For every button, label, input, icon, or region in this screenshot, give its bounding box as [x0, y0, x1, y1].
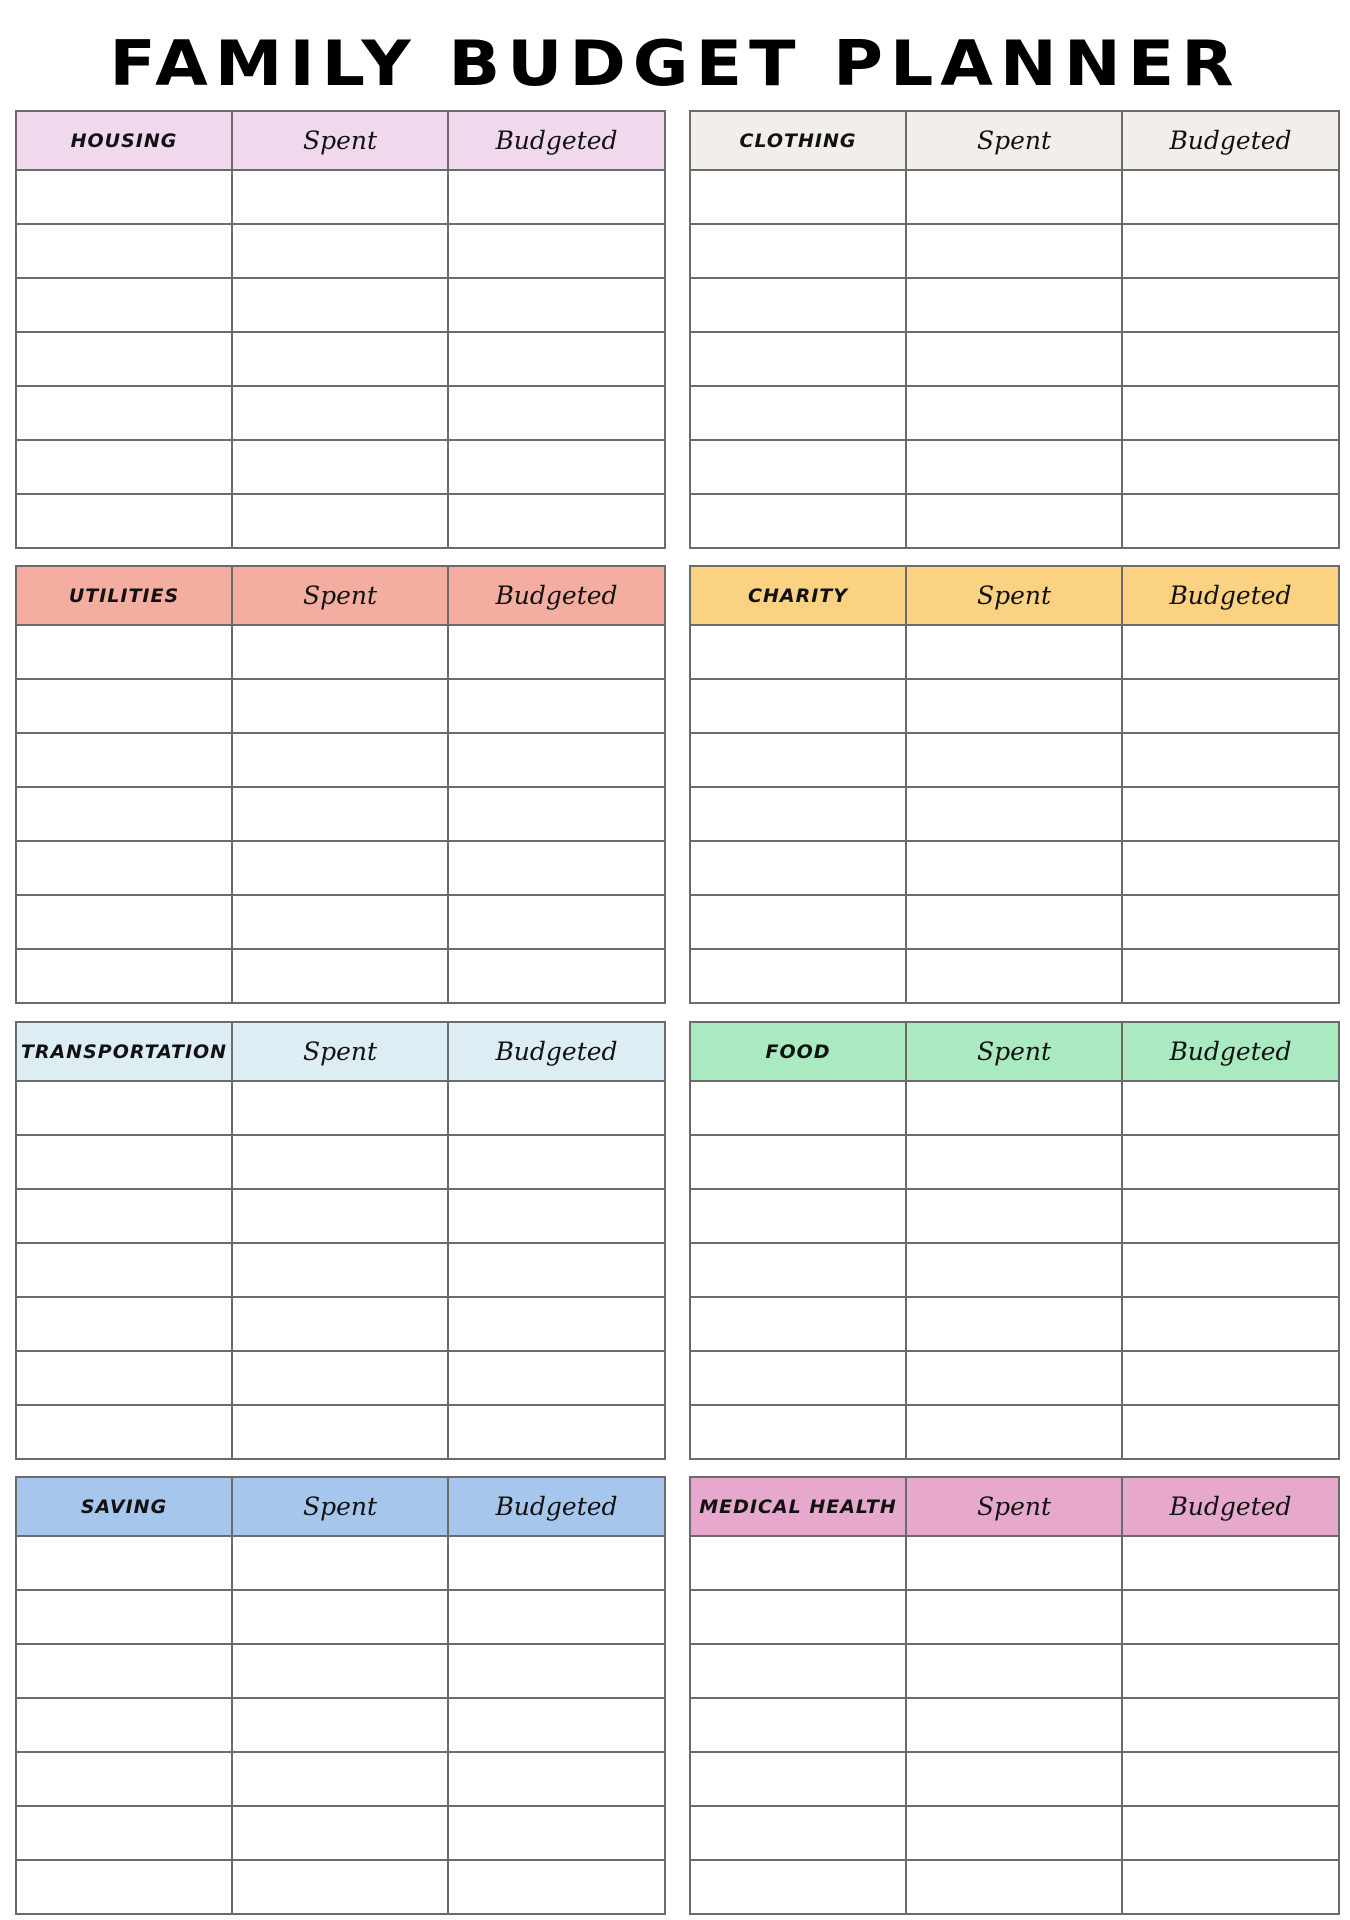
budgeted-cell[interactable]	[1122, 1189, 1339, 1243]
spent-cell[interactable]	[232, 1351, 448, 1405]
budgeted-cell[interactable]	[448, 787, 665, 841]
spent-cell[interactable]	[906, 224, 1122, 278]
spent-cell[interactable]	[232, 1243, 448, 1297]
item-cell[interactable]	[690, 949, 906, 1003]
item-cell[interactable]	[16, 494, 232, 548]
spent-cell[interactable]	[906, 1752, 1122, 1806]
spent-cell[interactable]	[906, 1405, 1122, 1459]
transportation-table	[15, 1021, 666, 1460]
item-cell[interactable]	[16, 1536, 232, 1590]
table-row	[690, 1189, 1339, 1243]
spent-cell[interactable]	[906, 895, 1122, 949]
item-cell[interactable]	[16, 1860, 232, 1914]
budgeted-cell[interactable]	[1122, 1644, 1339, 1698]
budgeted-cell[interactable]	[1122, 278, 1339, 332]
spent-cell[interactable]	[906, 386, 1122, 440]
table-row	[16, 841, 665, 895]
table-row	[690, 841, 1339, 895]
table-row	[690, 1860, 1339, 1914]
item-cell[interactable]	[16, 440, 232, 494]
budgeted-cell[interactable]	[448, 949, 665, 1003]
item-cell[interactable]	[16, 1644, 232, 1698]
item-cell[interactable]	[690, 1644, 906, 1698]
table-row	[16, 278, 665, 332]
category-label-medical-health: MEDICAL HEALTH	[690, 1477, 906, 1536]
spent-cell[interactable]	[232, 625, 448, 679]
budgeted-cell[interactable]	[448, 1698, 665, 1752]
budgeted-cell[interactable]	[1122, 170, 1339, 224]
item-cell[interactable]	[690, 494, 906, 548]
spent-cell[interactable]	[906, 1806, 1122, 1860]
budgeted-cell[interactable]	[448, 895, 665, 949]
budgeted-cell[interactable]	[448, 494, 665, 548]
spent-cell[interactable]	[232, 1752, 448, 1806]
item-cell[interactable]	[690, 1351, 906, 1405]
category-label-charity: CHARITY	[690, 566, 906, 625]
table-header-row	[690, 1477, 1339, 1536]
item-cell[interactable]	[16, 1752, 232, 1806]
spent-cell[interactable]	[232, 332, 448, 386]
spent-cell[interactable]	[906, 278, 1122, 332]
table-row	[16, 1351, 665, 1405]
budgeted-cell[interactable]	[448, 1351, 665, 1405]
item-cell[interactable]	[690, 386, 906, 440]
table-row	[16, 1081, 665, 1135]
budgeted-cell[interactable]	[448, 625, 665, 679]
item-cell[interactable]	[16, 1081, 232, 1135]
spent-cell[interactable]	[232, 1405, 448, 1459]
table-row	[16, 787, 665, 841]
spent-cell[interactable]	[232, 1806, 448, 1860]
spent-cell[interactable]	[232, 1189, 448, 1243]
table-header-row	[690, 1022, 1339, 1081]
budgeted-column-header: Budgeted	[1122, 1477, 1339, 1536]
table-row	[690, 1590, 1339, 1644]
budgeted-cell[interactable]	[448, 170, 665, 224]
budgeted-cell[interactable]	[1122, 1081, 1339, 1135]
table-row	[16, 386, 665, 440]
category-label-housing: HOUSING	[16, 111, 232, 170]
budgeted-cell[interactable]	[1122, 1860, 1339, 1914]
table-row	[16, 1806, 665, 1860]
spent-cell[interactable]	[906, 1536, 1122, 1590]
spent-cell[interactable]	[906, 949, 1122, 1003]
spent-cell[interactable]	[906, 1081, 1122, 1135]
medical-health-table	[689, 1476, 1340, 1915]
spent-column-header: Spent	[232, 1022, 448, 1081]
table-row	[16, 494, 665, 548]
spent-cell[interactable]	[906, 1860, 1122, 1914]
spent-cell[interactable]	[232, 841, 448, 895]
item-cell[interactable]	[690, 170, 906, 224]
category-label-utilities: UTILITIES	[16, 566, 232, 625]
item-cell[interactable]	[690, 787, 906, 841]
spent-cell[interactable]	[906, 1644, 1122, 1698]
spent-cell[interactable]	[906, 440, 1122, 494]
table-row	[690, 733, 1339, 787]
budgeted-cell[interactable]	[1122, 1806, 1339, 1860]
item-cell[interactable]	[16, 787, 232, 841]
table-row	[16, 1752, 665, 1806]
item-cell[interactable]	[690, 1297, 906, 1351]
budgeted-cell[interactable]	[1122, 1698, 1339, 1752]
budgeted-cell[interactable]	[448, 1189, 665, 1243]
item-cell[interactable]	[16, 224, 232, 278]
item-cell[interactable]	[690, 1135, 906, 1189]
budgeted-column-header: Budgeted	[1122, 111, 1339, 170]
item-cell[interactable]	[16, 1135, 232, 1189]
item-cell[interactable]	[16, 1351, 232, 1405]
item-cell[interactable]	[16, 386, 232, 440]
spent-cell[interactable]	[232, 949, 448, 1003]
clothing-table	[689, 110, 1340, 549]
item-cell[interactable]	[16, 1806, 232, 1860]
budgeted-cell[interactable]	[448, 1806, 665, 1860]
table-row	[16, 1405, 665, 1459]
budgeted-column-header: Budgeted	[448, 1477, 665, 1536]
table-row	[16, 170, 665, 224]
spent-cell[interactable]	[232, 1698, 448, 1752]
budgeted-cell[interactable]	[448, 278, 665, 332]
category-label-transportation: TRANSPORTATION	[16, 1022, 232, 1081]
table-row	[16, 1698, 665, 1752]
table-row	[690, 440, 1339, 494]
spent-cell[interactable]	[906, 494, 1122, 548]
item-cell[interactable]	[690, 625, 906, 679]
table-row	[690, 1644, 1339, 1698]
table-row	[690, 494, 1339, 548]
table-row	[690, 679, 1339, 733]
budgeted-cell[interactable]	[1122, 1351, 1339, 1405]
table-row	[16, 949, 665, 1003]
table-header-row	[16, 1477, 665, 1536]
budgeted-cell[interactable]	[448, 1243, 665, 1297]
table-header-row	[16, 111, 665, 170]
table-row	[16, 1644, 665, 1698]
table-row	[690, 787, 1339, 841]
spent-cell[interactable]	[906, 733, 1122, 787]
page-title: FAMILY BUDGET PLANNER	[109, 28, 1241, 101]
item-cell[interactable]	[16, 895, 232, 949]
table-row	[16, 1189, 665, 1243]
table-header-row	[690, 566, 1339, 625]
spent-cell[interactable]	[232, 386, 448, 440]
category-label-food: FOOD	[690, 1022, 906, 1081]
item-cell[interactable]	[690, 1081, 906, 1135]
table-row	[690, 895, 1339, 949]
spent-cell[interactable]	[906, 1297, 1122, 1351]
budgeted-cell[interactable]	[448, 332, 665, 386]
budgeted-cell[interactable]	[448, 1135, 665, 1189]
budgeted-cell[interactable]	[1122, 386, 1339, 440]
budgeted-column-header: Budgeted	[1122, 566, 1339, 625]
budgeted-cell[interactable]	[448, 733, 665, 787]
budgeted-cell[interactable]	[448, 1536, 665, 1590]
budgeted-cell[interactable]	[1122, 440, 1339, 494]
budgeted-cell[interactable]	[1122, 224, 1339, 278]
spent-cell[interactable]	[906, 332, 1122, 386]
budgeted-cell[interactable]	[1122, 1243, 1339, 1297]
spent-cell[interactable]	[906, 841, 1122, 895]
table-row	[690, 1243, 1339, 1297]
spent-column-header: Spent	[906, 111, 1122, 170]
item-cell[interactable]	[16, 679, 232, 733]
spent-cell[interactable]	[906, 1135, 1122, 1189]
spent-column-header: Spent	[232, 111, 448, 170]
spent-cell[interactable]	[232, 1860, 448, 1914]
budgeted-cell[interactable]	[1122, 332, 1339, 386]
table-row	[690, 949, 1339, 1003]
item-cell[interactable]	[16, 949, 232, 1003]
item-cell[interactable]	[16, 1297, 232, 1351]
budgeted-column-header: Budgeted	[448, 1022, 665, 1081]
spent-cell[interactable]	[906, 1243, 1122, 1297]
category-label-clothing: CLOTHING	[690, 111, 906, 170]
item-cell[interactable]	[690, 440, 906, 494]
spent-cell[interactable]	[906, 625, 1122, 679]
budgeted-cell[interactable]	[1122, 1405, 1339, 1459]
table-row	[16, 1536, 665, 1590]
table-row	[16, 733, 665, 787]
item-cell[interactable]	[16, 1189, 232, 1243]
spent-cell[interactable]	[232, 278, 448, 332]
table-row	[690, 1297, 1339, 1351]
budgeted-cell[interactable]	[448, 841, 665, 895]
budgeted-cell[interactable]	[1122, 1590, 1339, 1644]
spent-cell[interactable]	[232, 1536, 448, 1590]
item-cell[interactable]	[690, 1243, 906, 1297]
budgeted-column-header: Budgeted	[448, 111, 665, 170]
item-cell[interactable]	[690, 1405, 906, 1459]
spent-cell[interactable]	[906, 787, 1122, 841]
table-row	[690, 625, 1339, 679]
table-row	[690, 1351, 1339, 1405]
item-cell[interactable]	[690, 733, 906, 787]
item-cell[interactable]	[690, 332, 906, 386]
table-row	[690, 1536, 1339, 1590]
item-cell[interactable]	[690, 679, 906, 733]
spent-cell[interactable]	[906, 1189, 1122, 1243]
budgeted-cell[interactable]	[1122, 1135, 1339, 1189]
item-cell[interactable]	[690, 224, 906, 278]
saving-table	[15, 1476, 666, 1915]
budgeted-cell[interactable]	[448, 1297, 665, 1351]
item-cell[interactable]	[690, 1590, 906, 1644]
table-row	[690, 332, 1339, 386]
spent-cell[interactable]	[232, 1297, 448, 1351]
table-row	[16, 1243, 665, 1297]
table-row	[690, 1081, 1339, 1135]
spent-cell[interactable]	[232, 733, 448, 787]
budgeted-cell[interactable]	[448, 224, 665, 278]
spent-cell[interactable]	[232, 787, 448, 841]
table-row	[16, 224, 665, 278]
budgeted-cell[interactable]	[448, 679, 665, 733]
spent-cell[interactable]	[232, 1644, 448, 1698]
budgeted-cell[interactable]	[448, 1405, 665, 1459]
budgeted-cell[interactable]	[1122, 949, 1339, 1003]
table-row	[16, 895, 665, 949]
spent-cell[interactable]	[232, 494, 448, 548]
spent-cell[interactable]	[232, 1590, 448, 1644]
table-row	[16, 1590, 665, 1644]
table-row	[690, 170, 1339, 224]
item-cell[interactable]	[16, 733, 232, 787]
item-cell[interactable]	[16, 1698, 232, 1752]
budgeted-cell[interactable]	[448, 1644, 665, 1698]
item-cell[interactable]	[690, 895, 906, 949]
item-cell[interactable]	[16, 332, 232, 386]
spent-column-header: Spent	[232, 1477, 448, 1536]
table-row	[16, 1297, 665, 1351]
item-cell[interactable]	[690, 278, 906, 332]
spent-column-header: Spent	[906, 566, 1122, 625]
table-header-row	[690, 111, 1339, 170]
table-row	[690, 1135, 1339, 1189]
spent-cell[interactable]	[232, 224, 448, 278]
budgeted-cell[interactable]	[1122, 787, 1339, 841]
budgeted-cell[interactable]	[448, 1860, 665, 1914]
item-cell[interactable]	[690, 1752, 906, 1806]
item-cell[interactable]	[690, 1806, 906, 1860]
spent-cell[interactable]	[232, 170, 448, 224]
table-header-row	[16, 1022, 665, 1081]
category-label-saving: SAVING	[16, 1477, 232, 1536]
spent-cell[interactable]	[232, 440, 448, 494]
item-cell[interactable]	[690, 1189, 906, 1243]
item-cell[interactable]	[16, 625, 232, 679]
budgeted-cell[interactable]	[448, 386, 665, 440]
item-cell[interactable]	[690, 1860, 906, 1914]
housing-table	[15, 110, 666, 549]
budgeted-cell[interactable]	[1122, 1297, 1339, 1351]
table-row	[690, 1752, 1339, 1806]
spent-column-header: Spent	[906, 1022, 1122, 1081]
table-row	[690, 224, 1339, 278]
table-row	[690, 1806, 1339, 1860]
budgeted-column-header: Budgeted	[448, 566, 665, 625]
table-header-row	[16, 566, 665, 625]
budgeted-cell[interactable]	[1122, 841, 1339, 895]
budgeted-cell[interactable]	[1122, 625, 1339, 679]
spent-cell[interactable]	[232, 895, 448, 949]
spent-cell[interactable]	[906, 679, 1122, 733]
table-row	[16, 332, 665, 386]
budgeted-column-header: Budgeted	[1122, 1022, 1339, 1081]
table-row	[16, 625, 665, 679]
spent-cell[interactable]	[232, 1081, 448, 1135]
item-cell[interactable]	[16, 170, 232, 224]
charity-table	[689, 565, 1340, 1004]
budgeted-cell[interactable]	[1122, 494, 1339, 548]
spent-cell[interactable]	[232, 1135, 448, 1189]
spent-cell[interactable]	[906, 1590, 1122, 1644]
budgeted-cell[interactable]	[448, 1752, 665, 1806]
item-cell[interactable]	[16, 1243, 232, 1297]
budgeted-cell[interactable]	[1122, 895, 1339, 949]
budgeted-cell[interactable]	[1122, 1536, 1339, 1590]
item-cell[interactable]	[690, 1536, 906, 1590]
table-row	[16, 1860, 665, 1914]
spent-column-header: Spent	[906, 1477, 1122, 1536]
budgeted-cell[interactable]	[448, 440, 665, 494]
table-row	[16, 440, 665, 494]
table-row	[690, 1405, 1339, 1459]
table-row	[690, 1698, 1339, 1752]
item-cell[interactable]	[16, 1405, 232, 1459]
item-cell[interactable]	[16, 278, 232, 332]
spent-cell[interactable]	[906, 170, 1122, 224]
food-table	[689, 1021, 1340, 1460]
utilities-table	[15, 565, 666, 1004]
item-cell[interactable]	[690, 1698, 906, 1752]
budgeted-cell[interactable]	[1122, 733, 1339, 787]
budgeted-cell[interactable]	[448, 1590, 665, 1644]
spent-column-header: Spent	[232, 566, 448, 625]
spent-cell[interactable]	[906, 1698, 1122, 1752]
table-row	[690, 278, 1339, 332]
budgeted-cell[interactable]	[448, 1081, 665, 1135]
budgeted-cell[interactable]	[1122, 679, 1339, 733]
table-row	[16, 1135, 665, 1189]
spent-cell[interactable]	[906, 1351, 1122, 1405]
item-cell[interactable]	[16, 841, 232, 895]
item-cell[interactable]	[690, 841, 906, 895]
budgeted-cell[interactable]	[1122, 1752, 1339, 1806]
item-cell[interactable]	[16, 1590, 232, 1644]
spent-cell[interactable]	[232, 679, 448, 733]
table-row	[690, 386, 1339, 440]
table-row	[16, 679, 665, 733]
